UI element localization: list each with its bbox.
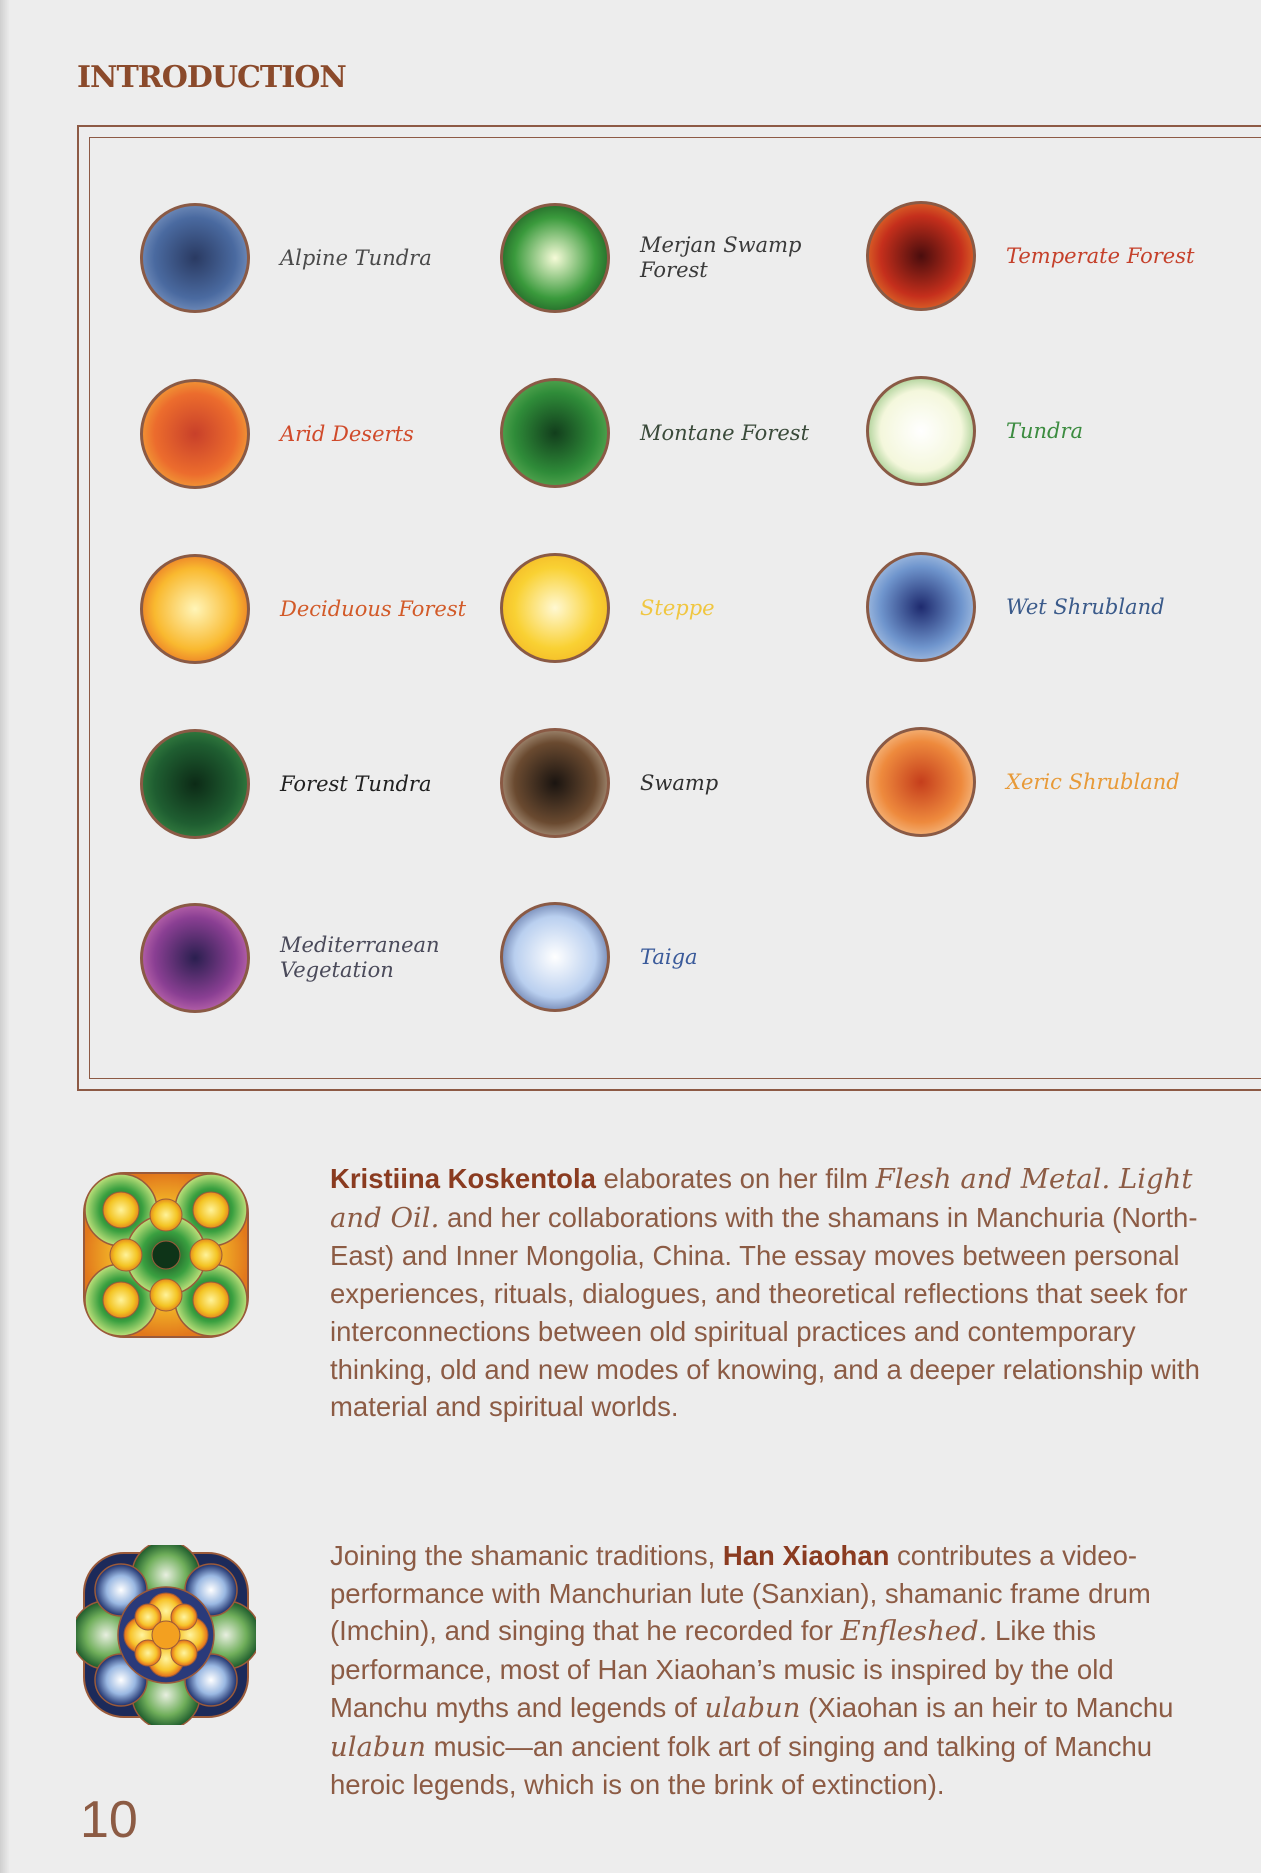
legend-item-steppe bbox=[500, 553, 850, 663]
legend-item-taiga bbox=[500, 902, 850, 1012]
legend-label: Alpine Tundra bbox=[280, 245, 432, 270]
page-spine-shadow bbox=[0, 0, 10, 1873]
paragraph-koskentola bbox=[330, 1160, 1210, 1426]
legend-label: Wet Shrubland bbox=[1006, 594, 1165, 619]
temperate-forest-swatch bbox=[866, 201, 976, 311]
legend-item-merjan-swamp-forest bbox=[500, 203, 850, 313]
swamp-swatch bbox=[500, 728, 610, 838]
forest-tundra-swatch bbox=[140, 729, 250, 839]
legend-label: Montane Forest bbox=[640, 420, 810, 445]
legend-label: Temperate Forest bbox=[1006, 243, 1195, 268]
section-header: INTRODUCTION bbox=[77, 60, 346, 95]
body-text: elaborates on her film bbox=[595, 1163, 876, 1194]
mediterranean-vegetation-swatch bbox=[140, 903, 250, 1013]
paragraph-han-xiaohan bbox=[330, 1537, 1210, 1804]
montane-forest-swatch bbox=[500, 378, 610, 488]
legend-item-forest-tundra bbox=[140, 729, 490, 839]
work-title: Enfleshed. bbox=[840, 1615, 988, 1648]
legend-item-montane-forest bbox=[500, 378, 850, 488]
body-text: music—an ancient folk art of singing and talking of Manchu heroic legends, which is on the brink of extinction). bbox=[330, 1730, 1153, 1801]
alpine-tundra-swatch bbox=[140, 203, 250, 313]
mandala-ornament-1-icon bbox=[76, 1165, 256, 1345]
arid-deserts-swatch bbox=[140, 379, 250, 489]
xeric-shrubland-swatch bbox=[866, 727, 976, 837]
legend-item-temperate-forest bbox=[866, 201, 1216, 311]
body-text: contributes a video-performance with Manchurian lute (Sanxian), shamanic frame drum (Imchin), and singing that he recorded for bbox=[330, 1540, 1151, 1647]
term-ulabun: ulabun bbox=[330, 1730, 426, 1763]
legend-label: Arid Deserts bbox=[280, 421, 414, 446]
deciduous-forest-swatch bbox=[140, 554, 250, 664]
legend-label: Steppe bbox=[640, 595, 715, 620]
film-title: Flesh and Metal. Light and Oil. bbox=[330, 1163, 1193, 1234]
legend-label: Taiga bbox=[640, 944, 698, 969]
legend-item-swamp bbox=[500, 728, 850, 838]
mandala-ornament-2-icon bbox=[76, 1545, 256, 1725]
taiga-swatch bbox=[500, 902, 610, 1012]
author-name: Han Xiaohan bbox=[722, 1540, 890, 1571]
legend-item-wet-shrubland bbox=[866, 552, 1216, 662]
legend-label: Forest Tundra bbox=[280, 771, 432, 796]
merjan-swamp-forest-swatch bbox=[500, 203, 610, 313]
legend-item-tundra bbox=[866, 376, 1216, 486]
legend-item-xeric-shrubland bbox=[866, 727, 1216, 837]
legend-item-mediterranean-vegetation bbox=[140, 903, 490, 1013]
legend-label: Tundra bbox=[1006, 418, 1084, 443]
legend-item-arid-deserts bbox=[140, 379, 490, 489]
body-text: Like this performance, most of Han Xiaohan’s music is inspired by the old Manchu myths and legends of bbox=[330, 1615, 1114, 1723]
term-ulabun: ulabun bbox=[704, 1691, 801, 1724]
legend-label: Swamp bbox=[640, 770, 719, 795]
body-text: and her collaborations with the shamans in Manchuria (North-East) and Inner Mongolia, China. The essay moves between personal experiences, rituals, dialogues, and theoretical reflections that seek for interconnections between old spiritual practices and contemporary thinking, old and new modes of knowing, and a deeper relationship with material and spiritual worlds. bbox=[330, 1201, 1200, 1423]
steppe-swatch bbox=[500, 553, 610, 663]
wet-shrubland-swatch bbox=[866, 552, 976, 662]
body-text: (Xiaohan is an heir to Manchu bbox=[800, 1691, 1174, 1723]
legend-label: Merjan Swamp Forest bbox=[640, 233, 802, 282]
page-number: 10 bbox=[80, 1791, 138, 1849]
tundra-swatch bbox=[866, 376, 976, 486]
legend-label: Xeric Shrubland bbox=[1006, 769, 1180, 794]
author-name: Kristiina Koskentola bbox=[330, 1163, 596, 1194]
legend-item-alpine-tundra bbox=[140, 203, 490, 313]
body-text: Joining the shamanic traditions, bbox=[330, 1540, 723, 1571]
legend-label: Mediterranean Vegetation bbox=[280, 933, 440, 982]
legend-item-deciduous-forest bbox=[140, 554, 490, 664]
legend-label: Deciduous Forest bbox=[280, 596, 467, 621]
